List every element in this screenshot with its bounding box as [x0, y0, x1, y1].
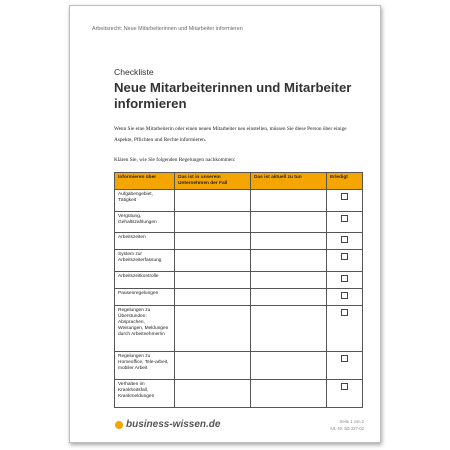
checklist-table — [114, 172, 363, 408]
row-label: Regelungen zu Überstunden: Absprachen, Weisungen, Meldungen durch Arbeitnehmer/in — [115, 306, 175, 352]
table-header-row — [115, 173, 363, 190]
todo-cell[interactable] — [251, 289, 327, 306]
column-header-done: Erledigt — [327, 173, 363, 190]
column-header-topic: Informieren über — [115, 173, 175, 190]
table-row — [115, 289, 363, 306]
row-label: Aufgabengebiet, Tätigkeit — [115, 190, 175, 212]
running-header: Arbeitsrecht: Neue Mitarbeiterinnen und Mitarbeiter informieren — [92, 26, 243, 32]
page-title: Neue Mitarbeiterinnen und Mitarbeiter informieren — [114, 80, 352, 111]
todo-cell[interactable] — [251, 380, 327, 408]
table-row — [115, 306, 363, 352]
done-cell — [327, 289, 363, 306]
row-label: Arbeitszeitkontrolle — [115, 272, 175, 289]
todo-cell[interactable] — [251, 272, 327, 289]
logo-text: business-wissen.de — [126, 419, 221, 430]
row-label: Arbeitszeiten — [115, 233, 175, 250]
current-state-cell[interactable] — [175, 352, 251, 380]
done-cell — [327, 212, 363, 233]
page-number: Seite 1 von 2 — [339, 419, 364, 424]
logo-dot-icon — [115, 421, 123, 429]
done-checkbox[interactable] — [341, 292, 348, 299]
current-state-cell[interactable] — [175, 190, 251, 212]
done-checkbox[interactable] — [341, 355, 348, 362]
done-checkbox[interactable] — [341, 236, 348, 243]
column-header-todo: Das ist aktuell zu tun — [251, 173, 327, 190]
current-state-cell[interactable] — [175, 250, 251, 272]
todo-cell[interactable] — [251, 212, 327, 233]
done-cell — [327, 190, 363, 212]
done-checkbox[interactable] — [341, 215, 348, 222]
current-state-cell[interactable] — [175, 380, 251, 408]
table-row — [115, 233, 363, 250]
page-footer — [330, 418, 364, 432]
done-checkbox[interactable] — [341, 383, 348, 390]
table-row — [115, 190, 363, 212]
todo-cell[interactable] — [251, 190, 327, 212]
done-checkbox[interactable] — [341, 193, 348, 200]
done-cell — [327, 306, 363, 352]
table-row — [115, 212, 363, 233]
row-label: Verhalten im Krankheitsfall, Krankmeldungen — [115, 380, 175, 408]
table-row — [115, 352, 363, 380]
intro-paragraph: Wenn Sie eine Mitarbeiterin oder einen neuen Mitarbeiter neu einstellen, müssen Sie diese Person über einige Aspekte, Pflichten und Rechte informieren. — [114, 126, 347, 143]
current-state-cell[interactable] — [175, 289, 251, 306]
row-label: Regelungen zu Homeoffice, Tele-arbeit, mobiler Arbeit — [115, 352, 175, 380]
table-row — [115, 250, 363, 272]
todo-cell[interactable] — [251, 306, 327, 352]
done-cell — [327, 272, 363, 289]
lead-paragraph: Klären Sie, wie Sie folgenden Regelungen nachkommen: — [114, 157, 236, 163]
done-cell — [327, 250, 363, 272]
row-label: System zur Arbeitszeiterfassung — [115, 250, 175, 272]
current-state-cell[interactable] — [175, 306, 251, 352]
done-checkbox[interactable] — [341, 275, 348, 282]
todo-cell[interactable] — [251, 233, 327, 250]
current-state-cell[interactable] — [175, 272, 251, 289]
table-row — [115, 380, 363, 408]
article-number: Art.-Nr. 5ib 227-02 — [329, 426, 364, 431]
todo-cell[interactable] — [251, 250, 327, 272]
done-checkbox[interactable] — [341, 253, 348, 260]
document-page — [69, 5, 381, 443]
column-header-current-state: Das ist in unserem Unternehmen der Fall — [175, 173, 251, 190]
todo-cell[interactable] — [251, 352, 327, 380]
table-row — [115, 272, 363, 289]
row-label: Vergütung, Gehaltszahlungen — [115, 212, 175, 233]
brand-logo — [115, 419, 220, 430]
row-label: Pausenregelungen — [115, 289, 175, 306]
current-state-cell[interactable] — [175, 233, 251, 250]
done-cell — [327, 380, 363, 408]
current-state-cell[interactable] — [175, 212, 251, 233]
done-cell — [327, 233, 363, 250]
done-cell — [327, 352, 363, 380]
done-checkbox[interactable] — [341, 309, 348, 316]
doc-type-label: Checkliste — [114, 67, 154, 77]
